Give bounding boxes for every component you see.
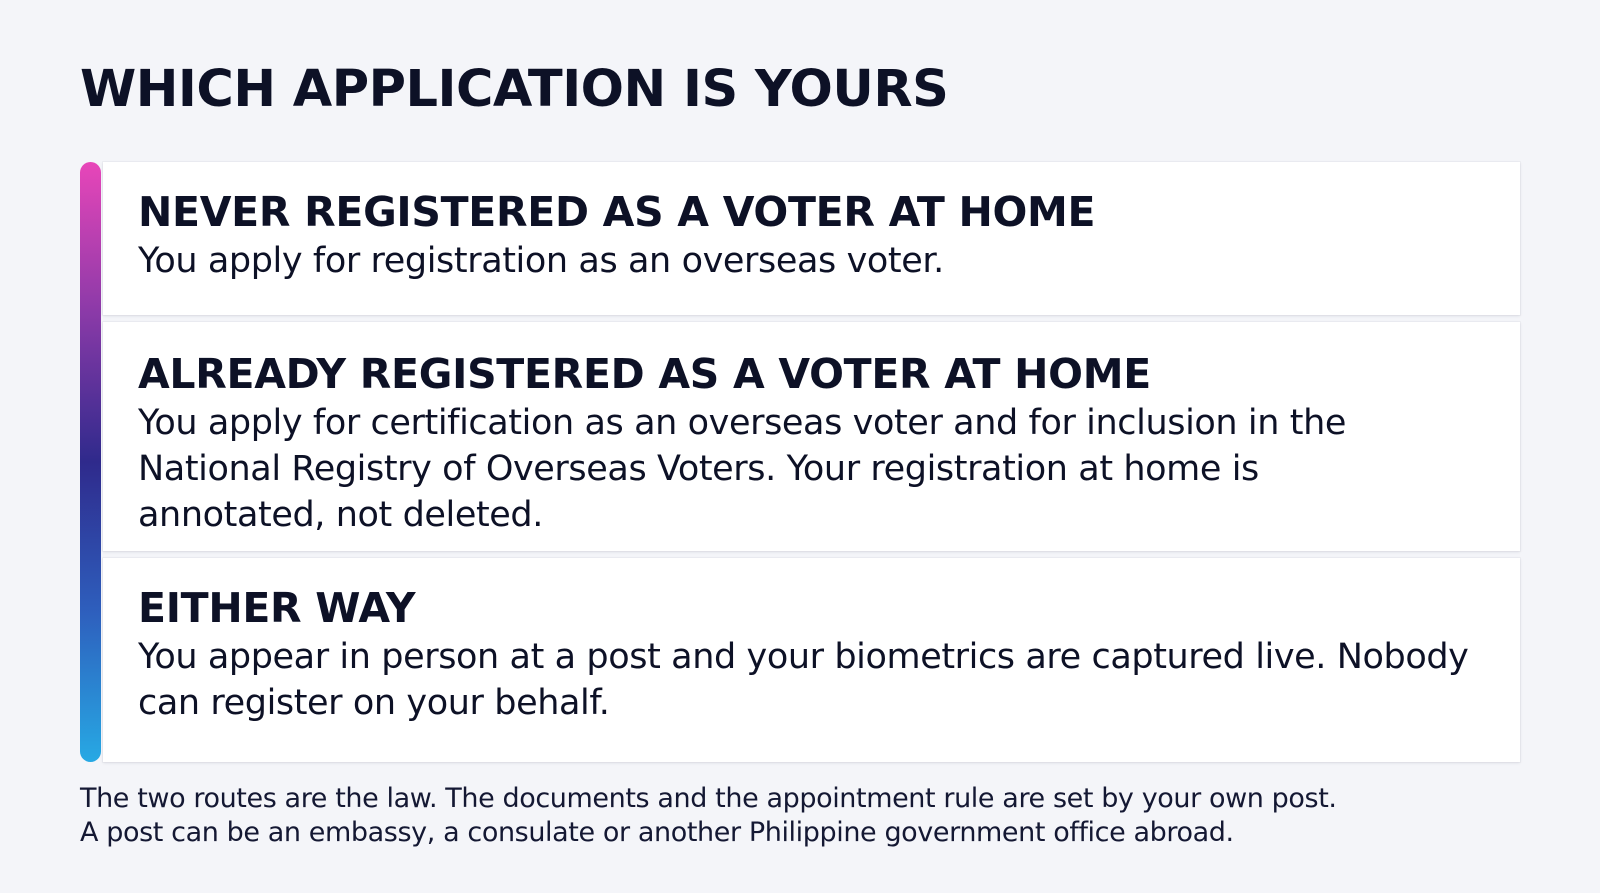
footnote-line: The two routes are the law. The documents and the appointment rule are set by your own post. <box>80 783 1337 814</box>
card-heading: NEVER REGISTERED AS A VOTER AT HOME <box>138 188 1096 236</box>
footnote-line: A post can be an embassy, a consulate or another Philippine government office abroad. <box>80 817 1234 848</box>
card-body: You apply for registration as an overseas voter. <box>138 241 944 282</box>
application-options-panel <box>80 162 1520 762</box>
card-heading: ALREADY REGISTERED AS A VOTER AT HOME <box>138 350 1151 398</box>
option-card-already-registered <box>103 322 1520 551</box>
footnote <box>80 782 1560 850</box>
option-card-either-way <box>103 558 1520 762</box>
option-card-never-registered <box>103 162 1520 315</box>
card-body: You apply for certification as an overseas voter and for inclusion in the National Registry of Overseas Voters. Your registration at home is annotated, not deleted. <box>138 403 1346 536</box>
card-body: You appear in person at a post and your biometrics are captured live. Nobody can register on your behalf. <box>138 637 1469 724</box>
accent-bar <box>80 162 101 762</box>
page-title: WHICH APPLICATION IS YOURS <box>80 60 949 119</box>
card-heading: EITHER WAY <box>138 584 416 632</box>
